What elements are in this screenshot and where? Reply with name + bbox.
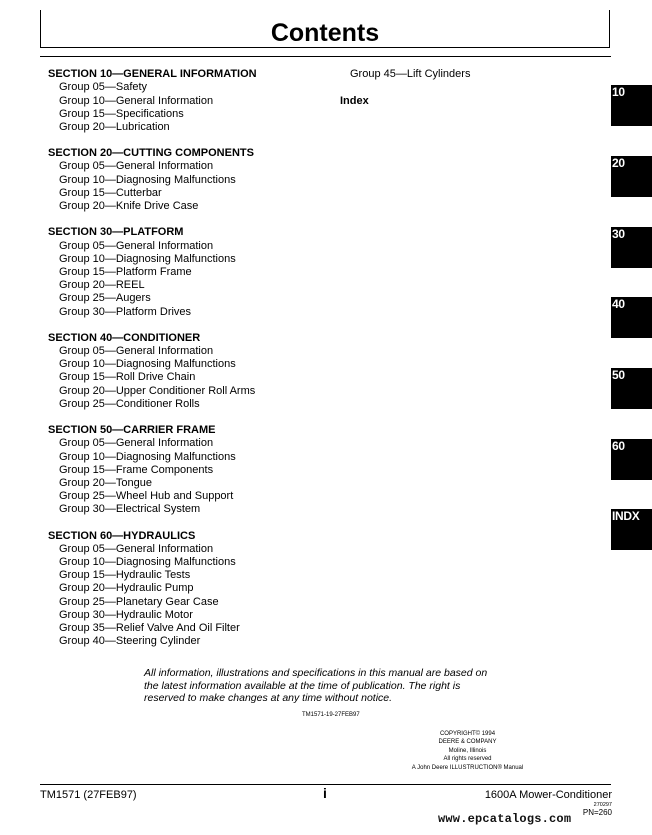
notice-line: the latest information available at the time of publication. The right is <box>144 679 461 692</box>
group-entry[interactable]: Group 30—Electrical System <box>59 503 201 516</box>
copyright-line: DEERE & COMPANY <box>438 739 497 746</box>
page-number: i <box>323 785 327 801</box>
group-entry[interactable]: Group 05—General Information <box>59 160 214 173</box>
group-entry[interactable]: Group 10—Diagnosing Malfunctions <box>59 358 236 371</box>
section-60 <box>48 530 338 649</box>
contents-left-column <box>48 68 338 661</box>
footer-pn: PN=260 <box>582 808 612 817</box>
contents-right-column <box>340 68 610 108</box>
side-tab-50[interactable]: 50 <box>611 368 652 409</box>
group-entry[interactable]: Group 10—Diagnosing Malfunctions <box>59 252 236 265</box>
group-entry[interactable]: Group 20—Lubrication <box>59 120 170 133</box>
group-entry[interactable]: Group 20—Tongue <box>59 476 152 489</box>
group-entry[interactable]: Group 20—REEL <box>59 279 145 292</box>
group-entry[interactable]: Group 10—Diagnosing Malfunctions <box>59 450 236 463</box>
group-entry[interactable]: Group 25—Conditioner Rolls <box>59 397 200 410</box>
section-40 <box>48 332 338 411</box>
notice-line: reserved to make changes at any time without notice. <box>144 692 393 705</box>
section-30 <box>48 226 338 319</box>
section-20 <box>48 147 338 213</box>
copyright-line: Moline, Illinois <box>448 747 487 754</box>
index-entry[interactable]: Index <box>340 95 369 108</box>
watermark-text: www.epcatalogs.com <box>438 812 572 826</box>
group-entry[interactable]: Group 20—Knife Drive Case <box>59 200 199 213</box>
group-entry[interactable]: Group 15—Cutterbar <box>59 186 162 199</box>
group-entry[interactable]: Group 15—Roll Drive Chain <box>59 371 196 384</box>
side-tab-10[interactable]: 10 <box>611 85 652 126</box>
group-entry[interactable]: Group 05—General Information <box>59 542 214 555</box>
footer-date-code: 270297 <box>593 802 612 808</box>
group-entry[interactable]: Group 40—Steering Cylinder <box>59 635 201 648</box>
tm-code: TM1571-19-27FEB97 <box>302 712 360 718</box>
group-entry[interactable]: Group 15—Frame Components <box>59 463 214 476</box>
group-entry[interactable]: Group 30—Hydraulic Motor <box>59 608 193 621</box>
group-entry[interactable]: Group 35—Relief Valve And Oil Filter <box>59 622 240 635</box>
group-entry[interactable]: Group 20—Hydraulic Pump <box>59 582 194 595</box>
page-title: Contents <box>270 19 380 47</box>
copyright-block <box>400 730 535 772</box>
group-entry[interactable]: Group 30—Platform Drives <box>59 305 192 318</box>
header-frame <box>40 10 610 48</box>
group-entry[interactable]: Group 05—General Information <box>59 345 214 358</box>
section-10 <box>48 68 338 134</box>
copyright-line: COPYRIGHT© 1994 <box>439 731 496 737</box>
group-entry[interactable]: Group 20—Upper Conditioner Roll Arms <box>59 384 256 397</box>
group-entry[interactable]: Group 10—Diagnosing Malfunctions <box>59 173 236 186</box>
side-tab-30[interactable]: 30 <box>611 227 652 268</box>
group-entry[interactable]: Group 10—General Information <box>59 94 214 107</box>
header-rule <box>40 56 611 57</box>
copyright-line: All rights reserved <box>443 756 492 763</box>
publication-notice <box>144 667 524 705</box>
group-entry[interactable]: Group 05—General Information <box>59 239 214 252</box>
section-heading[interactable]: SECTION 50—CARRIER FRAME <box>48 424 216 437</box>
group-entry[interactable]: Group 15—Platform Frame <box>59 265 192 278</box>
section-heading[interactable]: SECTION 30—PLATFORM <box>48 226 184 239</box>
group-entry[interactable]: Group 15—Specifications <box>59 107 184 120</box>
copyright-line: A John Deere ILLUSTRUCTION® Manual <box>411 764 524 771</box>
group-entry[interactable]: Group 25—Augers <box>59 292 151 305</box>
notice-line: All information, illustrations and specifications in this manual are based on <box>144 667 488 679</box>
side-tab-index[interactable]: INDX <box>611 509 652 550</box>
footer-product-name: 1600A Mower-Conditioner <box>484 789 612 801</box>
group-entry[interactable]: Group 25—Planetary Gear Case <box>59 595 219 608</box>
side-tab-60[interactable]: 60 <box>611 439 652 480</box>
section-heading[interactable]: SECTION 40—CONDITIONER <box>48 331 201 344</box>
section-heading[interactable]: SECTION 20—CUTTING COMPONENTS <box>48 147 254 160</box>
section-50 <box>48 424 338 517</box>
section-heading[interactable]: SECTION 60—HYDRAULICS <box>48 529 196 542</box>
side-tab-20[interactable]: 20 <box>611 156 652 197</box>
side-tab-40[interactable]: 40 <box>611 297 652 338</box>
footer-manual-id: TM1571 (27FEB97) <box>40 789 137 801</box>
group-entry[interactable]: Group 05—Safety <box>59 81 148 94</box>
section-heading[interactable]: SECTION 10—GENERAL INFORMATION <box>48 68 257 80</box>
group-entry-lift-cylinders[interactable]: Group 45—Lift Cylinders <box>350 68 471 80</box>
group-entry[interactable]: Group 15—Hydraulic Tests <box>59 569 191 582</box>
group-entry[interactable]: Group 05—General Information <box>59 437 214 450</box>
group-entry[interactable]: Group 10—Diagnosing Malfunctions <box>59 556 236 569</box>
group-entry[interactable]: Group 25—Wheel Hub and Support <box>59 490 234 503</box>
